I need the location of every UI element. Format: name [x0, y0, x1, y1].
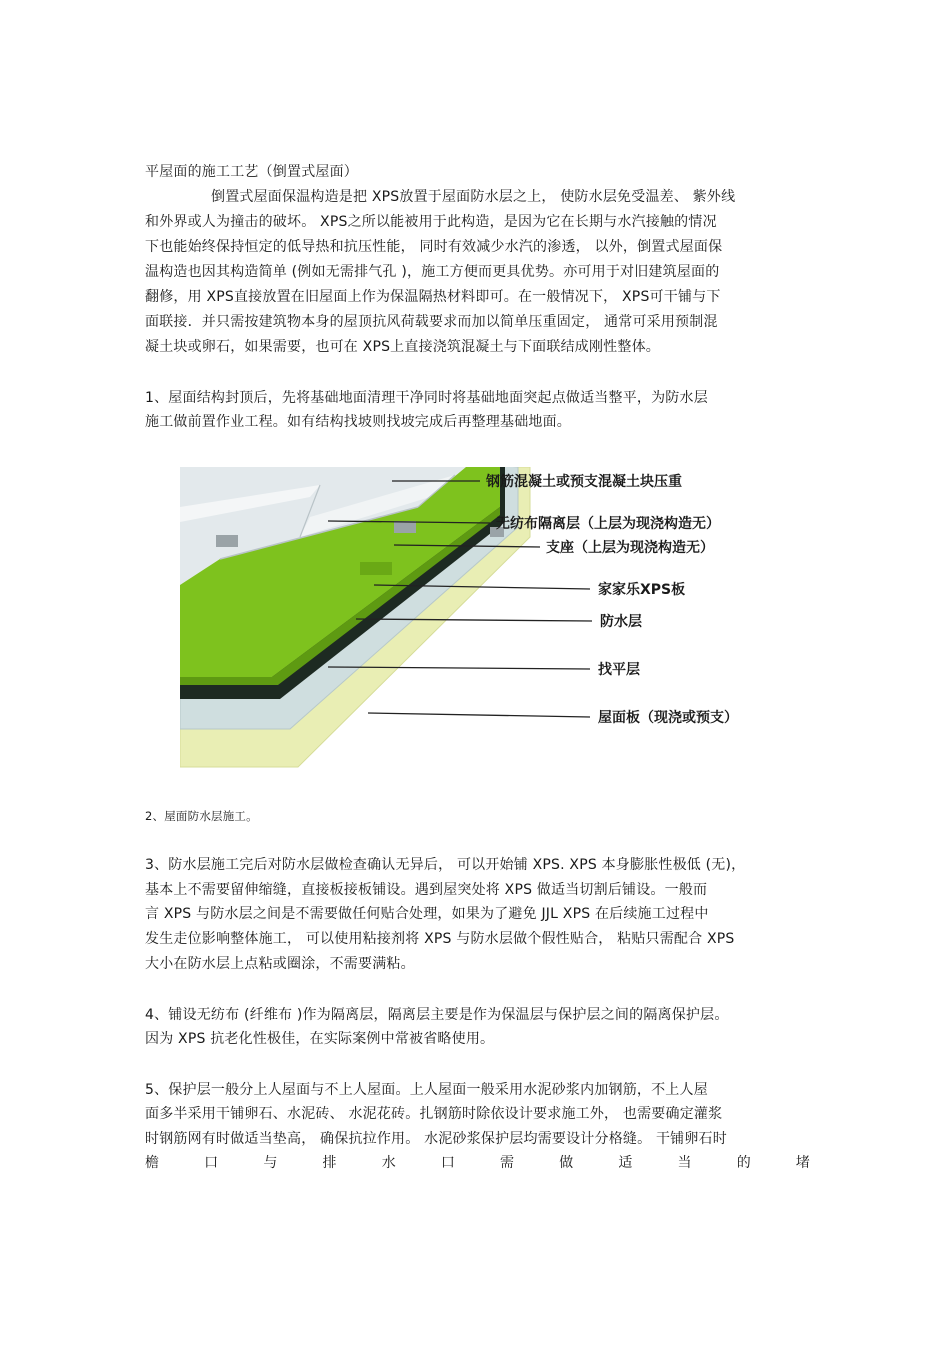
label-roof-slab: 屋面板（现浇或预支）	[598, 710, 738, 726]
step4-line-2: 因为 XPS 抗老化性极佳，在实际案例中常被省略使用。	[145, 1031, 495, 1047]
glyph: 做	[559, 1155, 574, 1171]
step3-line-1: 3、防水层施工完后对防水层做检查确认无异后， 可以开始铺 XPS. XPS 本身膨胀性极低 (无)，	[145, 857, 746, 873]
glyph: 与	[263, 1155, 278, 1171]
glyph: 口	[204, 1155, 219, 1171]
step5-line-1: 5、保护层一般分上人屋面与不上人屋面。上人屋面一般采用水泥砂浆内加钢筋，不上人屋	[145, 1082, 708, 1098]
roof-layers-svg	[180, 467, 752, 769]
label-waterproof: 防水层	[600, 614, 642, 630]
intro-line-5: 翻修，用 XPS直接放置在旧屋面上作为保温隔热材料即可。在一般情况下， XPS可干铺与下	[145, 289, 721, 305]
step5-line-3: 时钢筋网有时做适当垫高， 确保抗拉作用。 水泥砂浆保护层均需要设计分格缝。 干铺卵石时	[145, 1131, 727, 1147]
glyph: 当	[677, 1155, 692, 1171]
intro-line-2: 和外界或人为撞击的破坏。 XPS之所以能被用于此构造，是因为它在长期与水汽接触的情况	[145, 214, 717, 230]
glyph: 口	[440, 1155, 455, 1171]
intro-line-4: 温构造也因其构造简单 (例如无需排气孔 )，施工方便而更具优势。亦可用于对旧建筑屋面的	[145, 264, 720, 280]
step3-line-4: 发生走位影响整体施工， 可以使用粘接剂将 XPS 与防水层做个假性贴合， 粘贴只需配合 XPS	[145, 931, 735, 947]
support-peg	[394, 521, 416, 533]
glyph: 堵	[795, 1155, 810, 1171]
glyph: 需	[500, 1155, 515, 1171]
step2-heading: 2、屋面防水层施工。	[145, 809, 258, 823]
label-xps-board: 家家乐XPS板	[598, 582, 686, 598]
page-title: 平屋面的施工工艺（倒置式屋面）	[145, 164, 358, 180]
glyph: 檐	[145, 1155, 159, 1171]
label-support: 支座（上层为现浇构造无）	[546, 540, 714, 556]
intro-line-3: 下也能始终保持恒定的低导热和抗压性能， 同时有效减少水汽的渗透， 以外，倒置式屋面保	[145, 239, 723, 255]
step5-line-2: 面多半采用干铺卵石、水泥砖、 水泥花砖。扎钢筋时除依设计要求施工外， 也需要确定灌浆	[145, 1106, 723, 1122]
step3-line-2: 基本上不需要留伸缩缝，直接板接板铺设。遇到屋突处将 XPS 做适当切割后铺设。一般而	[145, 882, 708, 898]
support-peg	[216, 535, 238, 547]
glyph: 适	[618, 1155, 633, 1171]
intro-line-6: 面联接．并只需按建筑物本身的屋顶抗风荷载要求而加以简单压重固定， 通常可采用预制混	[145, 314, 718, 330]
label-leveling: 找平层	[598, 662, 640, 678]
glyph: 水	[381, 1155, 396, 1171]
step4-line-1: 4、铺设无纺布 (纤维布 )作为隔离层，隔离层主要是作为保温层与保护层之间的隔离保护层。	[145, 1007, 729, 1023]
intro-line-1: 倒置式屋面保温构造是把 XPS放置于屋面防水层之上， 使防水层免受温差、 紫外线	[211, 189, 736, 205]
label-concrete-weight: 钢筋混凝土或预支混凝土块压重	[486, 474, 682, 490]
label-nonwoven-layer: 无纺布隔离层（上层为现浇构造无）	[496, 516, 720, 532]
glyph: 的	[736, 1155, 751, 1171]
glyph: 排	[322, 1155, 337, 1171]
step5-line-4	[145, 1153, 810, 1173]
intro-line-7: 凝土块或卵石，如果需要，也可在 XPS上直接浇筑混凝土与下面联结成刚性整体。	[145, 339, 660, 355]
step1-line-2: 施工做前置作业工程。如有结构找坡则找坡完成后再整理基础地面。	[145, 414, 571, 430]
roof-layers-diagram	[180, 467, 752, 769]
step3-line-3: 言 XPS 与防水层之间是不需要做任何贴合处理，如果为了避免 JJL XPS 在后续施工过程中	[145, 906, 709, 922]
step1-line-1: 1、屋面结构封顶后，先将基础地面清理干净同时将基础地面突起点做适当整平，为防水层	[145, 390, 708, 406]
step3-line-5: 大小在防水层上点粘或圈涂，不需要满粘。	[145, 956, 415, 972]
